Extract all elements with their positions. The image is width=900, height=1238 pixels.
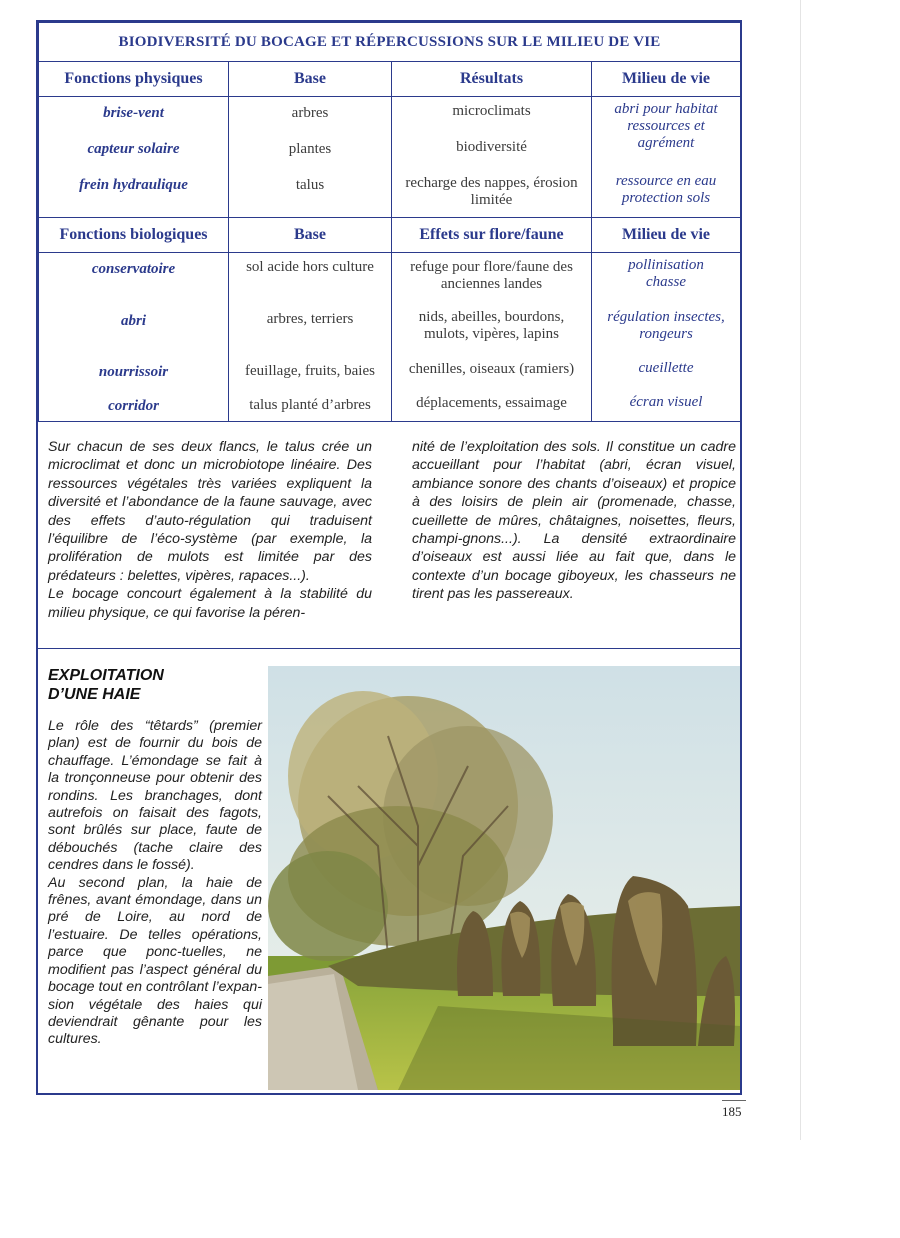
- table-title: BIODIVERSITÉ DU BOCAGE ET RÉPERCUSSIONS SUR LE MILIEU DE VIE: [39, 23, 741, 62]
- effect-cell: nids, abeilles, bourdons, mulots, vipères, lapins: [418, 309, 565, 342]
- section-divider: [38, 648, 740, 649]
- effect-cell: chenilles, oiseaux (ramiers): [408, 361, 575, 377]
- function-cell: conservatoire: [91, 261, 176, 277]
- header-physical-functions: Fonctions physiques: [39, 62, 229, 97]
- header-base: Base: [229, 218, 392, 253]
- milieu-cell: abri pour habitat ressources et agrément: [614, 101, 718, 151]
- prose-right-column: [412, 438, 736, 604]
- function-cell: frein hydraulique: [79, 177, 188, 193]
- header-results: Résultats: [392, 62, 592, 97]
- physical-body-row: [39, 97, 741, 218]
- photo-caption: [48, 666, 262, 1049]
- function-cell: nourrissoir: [98, 364, 169, 380]
- biological-header-row: [39, 218, 741, 253]
- milieu-cell: régulation insectes, rongeurs: [607, 309, 725, 342]
- prose-paragraph: Le bocage concourt également à la stabilité du milieu physique, ce qui favorise la péren-: [48, 586, 372, 621]
- result-cell: biodiversité: [456, 139, 527, 155]
- milieu-cell: pollinisation chasse: [628, 257, 704, 290]
- effect-cell: refuge pour flore/faune des anciennes landes: [410, 259, 573, 292]
- result-cell: recharge des nappes, érosion limitée: [405, 175, 578, 208]
- header-effects: Effets sur flore/faune: [392, 218, 592, 253]
- biodiversity-table: [38, 22, 741, 422]
- function-cell: corridor: [108, 398, 159, 414]
- base-cell: arbres: [291, 105, 329, 121]
- function-cell: abri: [120, 313, 146, 329]
- physical-header-row: [39, 62, 741, 97]
- prose-left-column: [48, 438, 372, 622]
- function-cell: brise-vent: [103, 105, 164, 121]
- base-cell: sol acide hors culture: [246, 259, 374, 275]
- base-cell: talus: [295, 177, 325, 193]
- caption-paragraph: Le rôle des “têtards” (premier plan) est de fournir du bois de chauffage. L’émondage se fait à la tronçonneuse pour obtenir des rondins. Les branchages, dont autrefois on faisait des fagots, sont brûlés sur place, faute de débouchés (tache claire des cendres dans le fossé).: [48, 718, 262, 874]
- header-milieu: Milieu de vie: [592, 62, 741, 97]
- milieu-cell: écran visuel: [629, 394, 703, 410]
- milieu-cell: cueillette: [638, 360, 694, 376]
- header-base: Base: [229, 62, 392, 97]
- prose-paragraph: Sur chacun de ses deux flancs, le talus crée un microclimat et donc un microbiotope linéaire. Des ressources végétales très variées expliquent la diversité et l’abondance de la faune sauvage, avec des effets d’auto-régulation qui traduisent l’équilibre de l’éco-système (par exemple, la prolifération de mulots est limitée par des prédateurs : belettes, vipères, rapaces...).: [48, 439, 372, 584]
- caption-paragraph: Au second plan, la haie de frênes, avant émondage, dans un pré de Loire, au nord de l’estuaire. De telles opérations, parce que ponc-tuelles, ne modifient pas l’aspect général du bocage tout en contrôlant l’expan-sion végétale des haies qui deviendrait gênante pour les cultures.: [48, 874, 262, 1048]
- page-number: 185: [722, 1104, 742, 1119]
- function-cell: capteur solaire: [87, 141, 180, 157]
- effect-cell: déplacements, essaimage: [416, 395, 567, 411]
- base-cell: talus planté d’arbres: [249, 397, 371, 413]
- page-number-rule: [722, 1100, 746, 1101]
- header-biological-functions: Fonctions biologiques: [39, 218, 229, 253]
- caption-heading: EXPLOITATION D’UNE HAIE: [48, 667, 164, 703]
- base-cell: arbres, terriers: [266, 311, 354, 327]
- base-cell: feuillage, fruits, baies: [245, 363, 375, 379]
- milieu-cell: ressource en eau protection sols: [615, 173, 717, 206]
- base-cell: plantes: [288, 141, 332, 157]
- page-frame: [36, 20, 742, 1095]
- prose-paragraph: nité de l’exploitation des sols. Il constitue un cadre accueillant pour l’habitat (abri, écran visuel, ambiance sonore des chants d’oiseaux) et propice à des loisirs de plein air (promenade, chasse, cueillette de mûres, châtaignes, noisettes, fleurs, champi-gnons...). La densité extraordinaire d’oiseaux est aussi liée au fait que, dans le contexte d’un bocage giboyeux, les chasseurs ne tirent pas les passereaux.: [412, 439, 736, 603]
- hedge-photo: [268, 666, 740, 1090]
- header-milieu: Milieu de vie: [592, 218, 741, 253]
- biological-body-row: [39, 253, 741, 422]
- result-cell: microclimats: [452, 103, 531, 119]
- scan-edge-line: [800, 0, 801, 1140]
